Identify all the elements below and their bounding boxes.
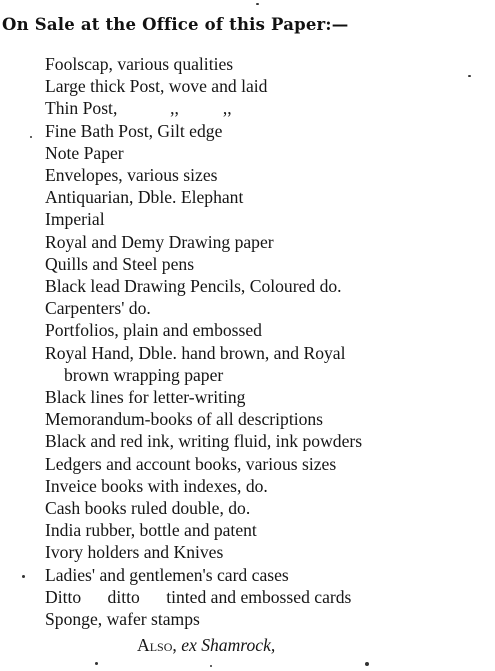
item-text: Note Paper xyxy=(45,142,124,163)
item-line xyxy=(45,475,493,497)
item-text: Ivory holders and Knives xyxy=(45,542,224,563)
item-line xyxy=(45,164,493,186)
also-line xyxy=(137,635,275,656)
item-text: Quills and Steel pens xyxy=(45,253,195,274)
item-line xyxy=(45,608,493,630)
item-line xyxy=(45,586,493,608)
stationery-item-list xyxy=(45,53,493,630)
item-line xyxy=(45,275,493,297)
item-text: Fine Bath Post, Gilt edge xyxy=(45,120,223,141)
item-text: Ditto ditto tinted and embossed cards xyxy=(45,586,352,607)
item-text: Black and red ink, writing fluid, ink powders xyxy=(45,431,363,452)
item-text: Envelopes, various sizes xyxy=(45,165,218,186)
item-line xyxy=(45,297,493,319)
item-text: Black lines for letter-writing xyxy=(45,387,246,408)
item-line xyxy=(45,319,493,341)
item-line xyxy=(45,541,493,563)
item-text: Black lead Drawing Pencils, Coloured do. xyxy=(45,276,342,297)
item-text: Royal and Demy Drawing paper xyxy=(45,231,274,252)
item-line xyxy=(45,97,493,119)
item-line xyxy=(45,142,493,164)
item-text: Portfolios, plain and embossed xyxy=(45,320,262,341)
item-line xyxy=(45,519,493,541)
item-text: Ledgers and account books, various sizes xyxy=(45,453,337,474)
item-text: Memorandum-books of all descriptions xyxy=(45,409,324,430)
item-line xyxy=(45,231,493,253)
item-continuation-text: brown wrapping paper xyxy=(64,364,224,385)
item-text: Ladies' and gentlemen's card cases xyxy=(45,564,289,585)
item-line xyxy=(45,408,493,430)
item-line xyxy=(45,186,493,208)
item-text: Antiquarian, Dble. Elephant xyxy=(45,187,244,208)
item-text: Cash books ruled double, do. xyxy=(45,498,251,519)
item-text: Sponge, wafer stamps xyxy=(45,609,200,630)
item-text: Large thick Post, wove and laid xyxy=(45,76,268,97)
item-line xyxy=(45,564,493,586)
item-text: Carpenters' do. xyxy=(45,298,151,319)
item-line xyxy=(45,453,493,475)
item-line xyxy=(45,386,493,408)
item-text: Inveice books with indexes, do. xyxy=(45,475,268,496)
item-text: Foolscap, various qualities xyxy=(45,54,234,74)
item-text: India rubber, bottle and patent xyxy=(45,520,257,541)
item-text: Thin Post, ,, ,, xyxy=(45,98,232,119)
item-line xyxy=(45,53,493,75)
item-text: Imperial xyxy=(45,209,105,230)
also-label: Also, xyxy=(137,635,177,655)
item-line xyxy=(45,75,493,97)
advertisement-heading: On Sale at the Office of this Paper:— xyxy=(2,15,349,34)
item-text: Royal Hand, Dble. hand brown, and Royal xyxy=(45,342,346,363)
item-line xyxy=(45,208,493,230)
ship-source: ex Shamrock, xyxy=(181,635,276,655)
item-line xyxy=(45,497,493,519)
item-line xyxy=(45,342,493,386)
item-line xyxy=(45,120,493,142)
item-line xyxy=(45,253,493,275)
item-line xyxy=(45,430,493,452)
